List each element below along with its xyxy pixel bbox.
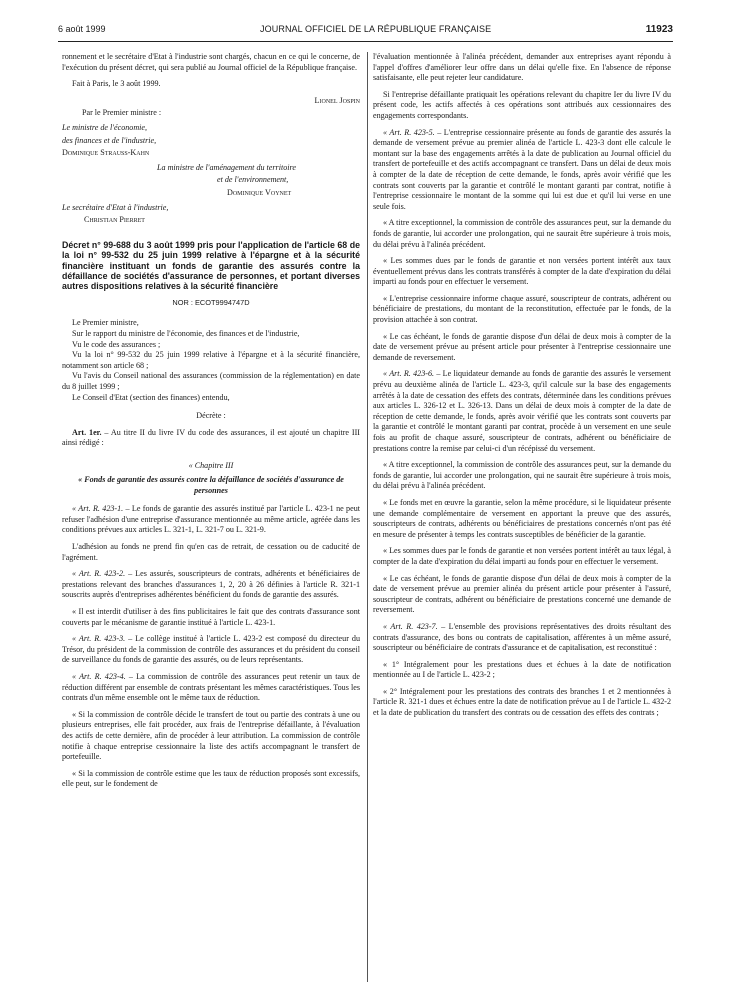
left-column	[62, 52, 360, 796]
paragraph: « A titre exceptionnel, la commission de contrôle des assurances peut, sur la demande du fonds de garantie, lui accorder une prolongation, qui ne saurait être supérieure à trois mois, du délai prévu à l'alinéa précédent.	[373, 460, 671, 491]
nor-reference: NOR : ECOT9994747D	[172, 297, 250, 307]
article-r423-2	[62, 569, 360, 601]
decrete-label: Décrète :	[196, 411, 226, 421]
article-label: « Art. R. 423-1.	[72, 504, 124, 514]
paragraph: Sur le rapport du ministre de l'économie, des finances et de l'industrie,	[72, 328, 300, 338]
paragraph: « Si la commission de contrôle estime que les taux de réduction proposés sont excessifs, elle peut, sur le fondement de	[62, 768, 360, 789]
article-label: « Art. R. 423-3.	[72, 634, 126, 644]
signature-prime-minister: Lionel Jospin	[314, 95, 360, 105]
signature-title: La ministre de l'aménagement du territoire	[157, 162, 296, 172]
article-r423-3	[62, 634, 360, 666]
signature-name: Dominique Strauss-Kahn	[62, 148, 150, 158]
article-text: – Le fonds de garantie des assurés institué par l'article L. 423-1 ne peut refuser l'adhésion d'une entreprise d'assurance mentionnée au même article, agréée dans les conditions prévues aux articles L. 321-1, L. 321-7 ou L. 321-9.	[62, 504, 360, 535]
signature-title: des finances et de l'industrie,	[62, 135, 157, 145]
paragraph: L'adhésion au fonds ne prend fin qu'en cas de retrait, de cessation ou de caducité de l'agrément.	[62, 542, 360, 562]
paragraph: « Les sommes dues par le fonds de garantie et non versées portent intérêt au taux légal, à compter de la date d'expiration du délai imparti au fonds pour en effectuer le versement.	[373, 546, 671, 566]
article-r423-4	[62, 672, 360, 704]
paragraph: « 2° Intégralement pour les prestations des contrats des branches 1 et 2 mentionnées à l'article R. 321-1 dues et échues entre la date de notification prévue au I de l'article L. 432-2 et la date de publication du transfert des contrats ou de cessation des effets des contrats ;	[373, 686, 671, 718]
article-label: « Art. R. 423-2.	[72, 569, 126, 579]
header-journal-title: JOURNAL OFFICIEL DE LA RÉPUBLIQUE FRANÇAISE	[260, 24, 492, 34]
article-1	[62, 428, 360, 449]
signature-name: Dominique Voynet	[227, 187, 292, 197]
paragraph: « 1° Intégralement pour les prestations dues et échues à la date de notification mentionnée au I de l'article L. 423-2 ;	[373, 659, 671, 680]
article-text: – Le liquidateur demande au fonds de garantie des assurés le versement prévu au deuxième alinéa de l'article L. 423-3, qu'il calcule sur la base des engagements arrêtés à la date de cessation des effets des contrats, déterminée dans les conditions prévues aux articles L. 326-12 et L. 326-13. Dans un délai de deux mois à compter de la date de réception de cette demande, le fonds, après avoir vérifié que les contrats sont couverts par la garantie et contrôlé le montant garanti par contrat, procède à un versement en une seule fois au profit de chaque assuré, souscripteur de contrats, adhérent ou bénéficiaire de prestations contre la remise par celui-ci d'un récépissé du versement.	[373, 369, 671, 453]
paragraph: Le Conseil d'Etat (section des finances) entendu,	[72, 392, 230, 402]
paragraph: Vu l'avis du Conseil national des assurances (commission de la réglementation) en date du 8 juillet 1999 ;	[62, 371, 360, 391]
paragraph: « Le fonds met en œuvre la garantie, selon la même procédure, si le liquidateur présente une demande complémentaire de versement en apportant la preuve que des assurés, souscripteurs de contrats, adhérents ou bénéficiaires de prestations concernés n'ont pas été en mesure de présenter à temps les contrats susceptibles de bénéficier de la garantie.	[373, 497, 671, 539]
article-r423-5	[373, 128, 671, 213]
signature-title: Le ministre de l'économie,	[62, 122, 148, 132]
article-label: « Art. R. 423-6.	[383, 369, 435, 379]
article-text: – Au titre II du livre IV du code des assurances, il est ajouté un chapitre III ainsi rédigé :	[62, 427, 360, 448]
page-header	[58, 24, 673, 40]
article-text: – Le collège institué à l'article L. 423-2 est composé du directeur du Trésor, du président de la commission de contrôle des assurances et du président du conseil de surveillance du fonds de garantie des assurés, ou de leurs représentants.	[62, 634, 360, 665]
chapter-title: « Fonds de garantie des assurés contre la défaillance de sociétés d'assurance de personnes	[78, 475, 344, 495]
header-date: 6 août 1999	[58, 24, 106, 34]
paragraph: « Les sommes dues par le fonds de garantie et non versées portent intérêt aux taux éventuellement prévus dans les contrats transférés à compter de la date d'expiration du délai imparti au fonds pour en effectuer le versement.	[373, 256, 671, 287]
paragraph: ronnement et le secrétaire d'Etat à l'industrie sont chargés, chacun en ce qui le concerne, de l'exécution du présent décret, qui sera publié au Journal officiel de la République française.	[62, 52, 360, 72]
signature-name: Christian Pierret	[84, 215, 145, 225]
chapter-heading: « Chapitre III	[188, 460, 234, 470]
article-label: « Art. R. 423-5.	[383, 127, 435, 137]
paragraph: Le Premier ministre,	[72, 318, 139, 328]
paragraph: « Il est interdit d'utiliser à des fins publicitaires le fait que des contrats d'assurance sont couverts par le mécanisme de garantie institué à l'article L. 423-1.	[62, 607, 360, 627]
article-text: – La commission de contrôle des assurances peut retenir un taux de réduction différent par ensemble de contrats présentant les mêmes caractéristiques. Tous les contrats d'un même ensemble ont le même taux de réduction.	[62, 672, 360, 703]
header-rule	[58, 41, 673, 42]
paragraph: « Si la commission de contrôle décide le transfert de tout ou partie des contrats à une ou plusieurs entreprises, elle fait procéder, aux frais de l'entreprise défaillante, à l'évaluation des actifs de cette dernière, afin de procéder à leur attribution. La commission de contrôle notifie à chaque entreprise cessionnaire la liste des actifs accompagnant le transfert de portefeuille.	[62, 709, 360, 762]
signature-title: et de l'environnement,	[217, 175, 289, 185]
paragraph: Vu la loi n° 99-532 du 25 juin 1999 relative à l'épargne et à la sécurité financière, notamment son article 68 ;	[62, 350, 360, 370]
paragraph: Fait à Paris, le 3 août 1999.	[72, 79, 161, 89]
signature-title: Le secrétaire d'Etat à l'industrie,	[62, 202, 169, 212]
article-label: « Art. R. 423-7.	[383, 621, 438, 631]
paragraph: « A titre exceptionnel, la commission de contrôle des assurances peut, sur la demande du fonds de garantie, lui accorder une prolongation, qui ne saurait être supérieure à trois mois, du délai prévu à l'alinéa précédent.	[373, 218, 671, 249]
signature-label: Par le Premier ministre :	[82, 108, 162, 118]
paragraph: « Le cas échéant, le fonds de garantie dispose d'un délai de deux mois à compter de la date de versement prévue au présent article pour présenter à l'entreprise cessionnaire une demande de reversement.	[373, 331, 671, 362]
paragraph: Si l'entreprise défaillante pratiquait les opérations relevant du chapitre Ier du livre IV du présent code, les actifs affectés à ces opérations sont attribués aux cessionnaires des engagements correspondants.	[373, 89, 671, 120]
article-r423-7	[373, 622, 671, 654]
decree-title: Décret n° 99-688 du 3 août 1999 pris pour l'application de l'article 68 de la loi n° 99-532 du 25 juin 1999 relative à l'épargne et à la sécurité financière instituant un fonds de garantie des assurés contre la défaillance de sociétés d'assurance de personnes, et portant diverses autres dispositions relatives à la sécurité financière	[62, 239, 360, 292]
column-divider	[367, 52, 368, 982]
article-r423-6	[373, 369, 671, 454]
article-text: – L'ensemble des provisions représentatives des droits résultant des contrats d'assurance, des bons ou contrats de capitalisation, afférentes à un même assuré, souscripteur ou bénéficiaire de contrats d'assurance et de capitalisation, est reconstitué :	[373, 621, 671, 653]
paragraph: l'évaluation mentionnée à l'alinéa précédent, demander aux entreprises ayant répondu à l'appel d'offres d'améliorer leur offre dans un délai qu'elle fixe. En l'absence de réponse satisfaisante, elle peut rejeter leur candidature.	[373, 52, 671, 83]
signature-block	[62, 96, 360, 226]
header-page-number: 11923	[645, 24, 673, 35]
article-label: « Art. R. 423-4.	[72, 672, 126, 681]
paragraph: « L'entreprise cessionnaire informe chaque assuré, souscripteur de contrats, adhérent ou bénéficiaire de prestations, du montant de la reconstitution, effectuée par le fonds, de la provision attachée à son contrat.	[373, 293, 671, 325]
right-column	[373, 52, 671, 725]
article-text: – Les assurés, souscripteurs de contrats, adhérents et bénéficiaires de prestations relevant des branches d'assurances 1, 2, 20 à 26 définies à l'article R. 321-1 souscrits auprès d'entreprises adhérentes bénéficient du fonds de garantie des assurés.	[62, 569, 360, 600]
article-r423-1	[62, 504, 360, 536]
article-text: – L'entreprise cessionnaire présente au fonds de garantie des assurés la demande de versement prévue au premier alinéa de l'article L. 423-3 dont elle calcule le montant sur la base des engagements arrêtés à la date de publication au Journal officiel du transfert de portefeuille et des actifs accompagnant ce transfert. Dans un délai de deux mois à compter de la date de réception de cette demande, le fonds, après avoir vérifié que les contrats sont couverts par la garantie et contrôlé le montant garanti par contrat, notifie à l'entreprise cessionnaire le montant de la somme qui lui est due et qu'il lui verse en une seule fois.	[373, 127, 671, 211]
paragraph: Vu le code des assurances ;	[72, 339, 161, 349]
article-label: Art. 1er.	[72, 427, 102, 437]
paragraph: « Le cas échéant, le fonds de garantie dispose d'un délai de deux mois à compter de la date de versement prévue au premier alinéa du présent article pour présenter à l'assuré, souscripteur de contrats, adhérent ou bénéficiaire de prestations concerné une demande de reversement.	[373, 573, 671, 615]
